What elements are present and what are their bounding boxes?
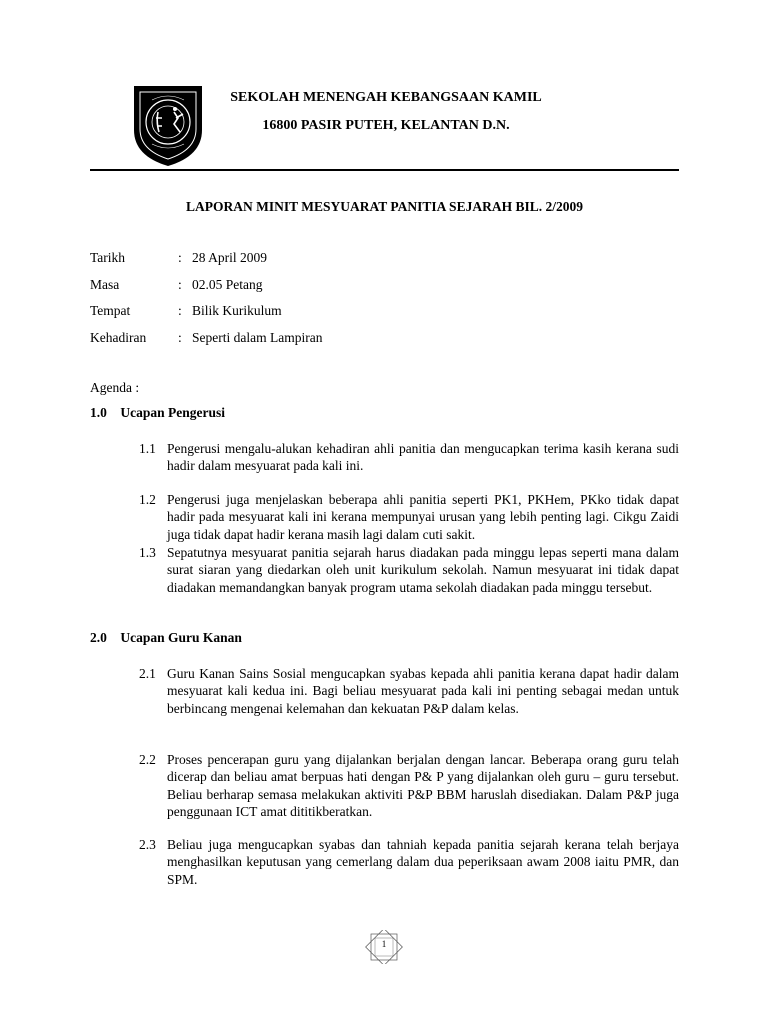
item-number: 2.2 [139, 752, 156, 767]
minute-item [139, 544, 679, 596]
meta-value: 02.05 Petang [192, 276, 263, 292]
report-title: LAPORAN MINIT MESYUARAT PANITIA SEJARAH BIL. 2/2009 [186, 199, 583, 214]
section-title: Ucapan Guru Kanan [120, 630, 242, 645]
section-number: 1.0 [90, 405, 107, 420]
meta-value: Bilik Kurikulum [192, 303, 282, 318]
meta-value: 28 April 2009 [192, 250, 268, 265]
minute-item [139, 491, 679, 543]
section-heading [90, 405, 225, 421]
meta-label: Kehadiran [90, 329, 147, 345]
agenda-label: Agenda : [90, 380, 140, 395]
item-number: 1.1 [139, 441, 156, 456]
meta-row-attendance [90, 329, 679, 356]
section-heading [90, 630, 242, 646]
meta-row-time [90, 276, 679, 303]
page-number: 1 [381, 939, 387, 949]
minute-item [139, 751, 679, 820]
meta-label: Tempat [90, 303, 131, 318]
school-name: SEKOLAH MENENGAH KEBANGSAAN KAMIL [230, 90, 542, 105]
header-divider [90, 169, 679, 171]
meta-row-date [90, 249, 679, 276]
meta-colon: : [178, 250, 182, 265]
item-text: Beliau juga mengucapkan syabas dan tahniah kepada panitia sejarah kerana telah berjaya menghasilkan keputusan yang cemerlang dalam dua peperiksaan awam 2008 iaitu PMR, dan SPM. [167, 837, 679, 887]
item-text: Sepatutnya mesyuarat panitia sejarah harus diadakan pada minggu lepas seperti mana dalam surat siaran yang diedarkan oleh unit kurikulum sekolah. Namun mesyuarat ini tidak dapat diadakan memandangkan banyak program utama sekolah diadakan pada minggu tersebut. [167, 545, 679, 595]
minute-item [139, 665, 679, 717]
section-title: Ucapan Pengerusi [120, 405, 225, 420]
minute-item [139, 440, 679, 475]
item-text: Proses pencerapan guru yang dijalankan berjalan dengan lancar. Beberapa orang guru telah dicerap dan beliau amat berpuas hati dengan P& P yang dijalankan oleh guru – guru tersebut. Beliau berharap semasa melakukan aktiviti P&P BBM haruslah disediakan. Dalam P&P juga penggunaan ICT amat dititikberatkan. [167, 752, 679, 819]
meta-colon: : [178, 303, 182, 318]
item-number: 1.3 [139, 545, 156, 560]
school-address: 16800 PASIR PUTEH, KELANTAN D.N. [262, 118, 510, 133]
section-number: 2.0 [90, 630, 107, 645]
school-crest-logo [128, 78, 208, 168]
meta-label: Masa [90, 276, 120, 292]
meta-colon: : [178, 329, 182, 345]
item-number: 2.1 [139, 666, 156, 681]
item-text: Guru Kanan Sains Sosial mengucapkan syabas kepada ahli panitia kerana dapat hadir dalam mesyuarat kali kedua ini. Bagi beliau mesyuarat pada kali ini penting sebagai medan untuk berbincang mengenai kelemahan dan kekuatan P&P dalam kelas. [167, 666, 679, 716]
item-text: Pengerusi juga menjelaskan beberapa ahli panitia seperti PK1, PKHem, PKko tidak dapat hadir pada mesyuarat kali ini kerana mempunyai urusan yang lebih penting lagi. Cikgu Zaidi juga tidak dapat hadir kerana masih lagi dalam cuti sakit. [167, 492, 679, 542]
meta-row-venue [90, 302, 679, 329]
meta-colon: : [178, 276, 182, 292]
item-number: 1.2 [139, 492, 156, 507]
meeting-details [90, 249, 679, 355]
item-number: 2.3 [139, 837, 156, 852]
meta-label: Tarikh [90, 250, 126, 265]
meta-value: Seperti dalam Lampiran [192, 329, 323, 345]
item-text: Pengerusi mengalu-alukan kehadiran ahli panitia dan mengucapkan terima kasih kerana sudi hadir dalam mesyuarat pada kali ini. [167, 441, 679, 474]
minute-item [139, 836, 679, 888]
